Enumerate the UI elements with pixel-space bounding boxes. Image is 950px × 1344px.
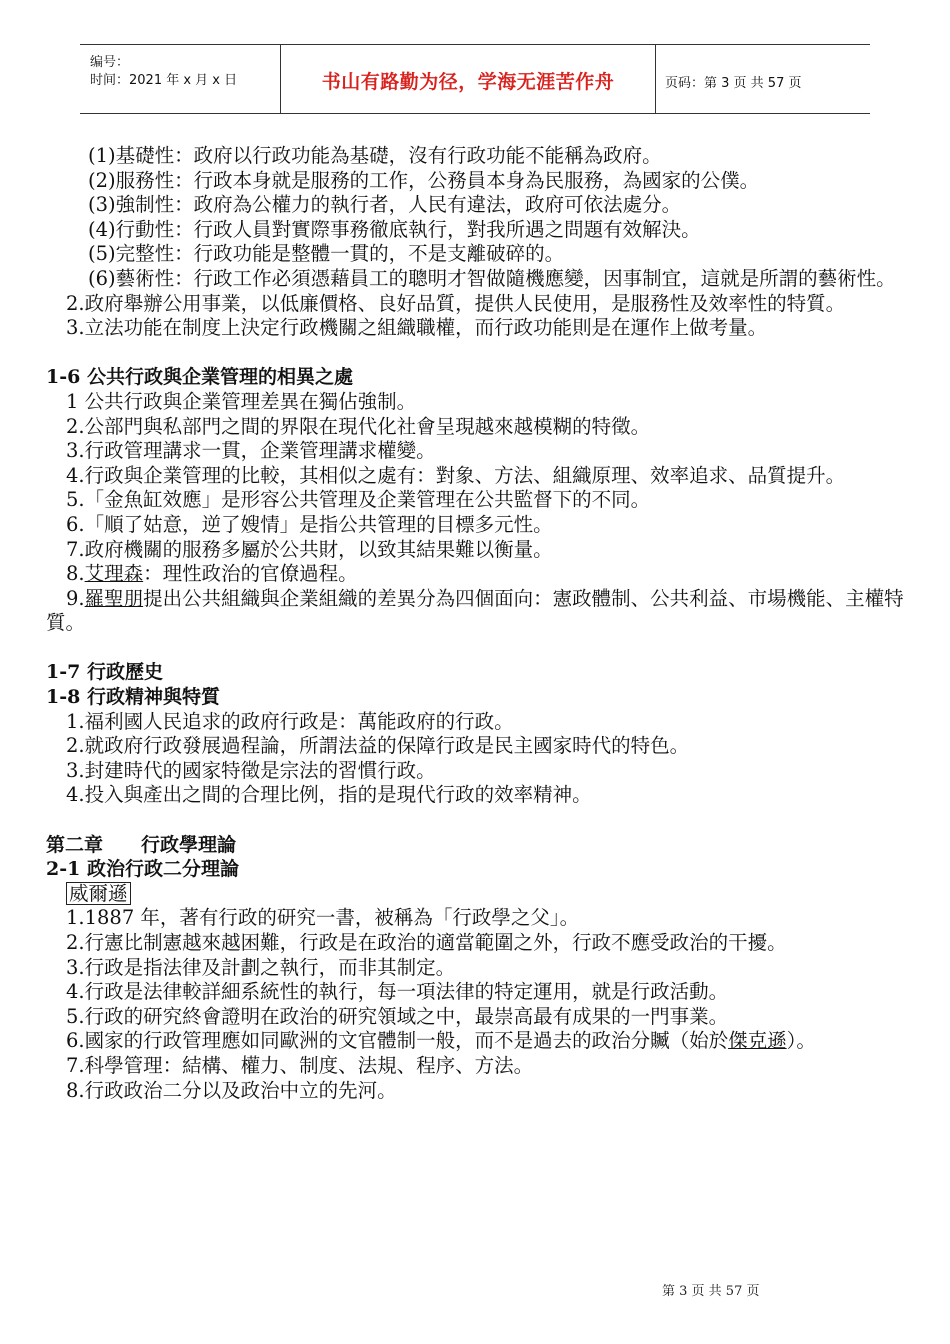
paragraph: 4.投入與產出之間的合理比例，指的是現代行政的效率精神。 [66,783,592,807]
section-heading: 2-1 政治行政二分理論 [46,858,239,881]
paragraph: 3.封建時代的國家特徵是宗法的習慣行政。 [66,758,436,782]
paragraph: 3.行政管理講求一貫，企業管理講求權變。 [66,439,436,463]
paragraph: 7.政府機關的服務多屬於公共財，以致其結果難以衡量。 [66,537,553,561]
paragraph: 2.行憲比制憲越來越困難，行政是在政治的適當範圍之外，行政不應受政治的干擾。 [66,931,787,954]
section-heading: 1-7 行政歷史 [46,661,163,684]
paragraph: (6)藝術性：行政工作必須憑藉員工的聰明才智做隨機應變，因事制宜，這就是所謂的藝術性。 [88,266,896,290]
person-name: 羅聖朋 [84,586,144,610]
header-meta-cell [80,45,280,113]
person-name: 艾理森 [84,562,144,586]
paragraph: 5.「金魚缸效應」是形容公共管理及企業管理在公共監督下的不同。 [66,488,651,512]
paragraph: 3.立法功能在制度上決定行政機關之組織職權，而行政功能則是在運作上做考量。 [66,316,768,340]
paragraph: (3)強制性：政府為公權力的執行者，人民有違法，政府可依法處分。 [88,193,682,217]
boxed-name: 威爾遜 [66,882,131,905]
paragraph: 7.科學管理：結構、權力、制度、法規、程序、方法。 [66,1053,534,1077]
paragraph: 4.行政是法律較詳細系統性的執行，每一項法律的特定運用，就是行政活動。 [66,980,729,1004]
paragraph: (2)服務性：行政本身就是服務的工作，公務員本身為民服務，為國家的公僕。 [88,168,760,192]
header-page-cell [655,45,870,113]
document-body [46,144,906,1103]
person-name: 傑克遜 [728,1029,787,1053]
paragraph [46,882,906,907]
paragraph: 2.就政府行政發展過程論，所謂法益的保障行政是民主國家時代的特色。 [66,734,690,758]
paragraph: 1 公共行政與企業管理差異在獨佔強制。 [66,389,417,413]
paragraph: 9.羅聖朋提出公共組織與企業組織的差異分為四個面向：憲政體制、公共利益、市場機能、主權特質。 [46,586,904,635]
paragraph: 4.行政與企業管理的比較，其相似之處有：對象、方法、組織原理、效率追求、品質提升。 [66,463,846,487]
paragraph: (4)行動性：行政人員對實際事務徹底執行，對我所遇之問題有效解決。 [88,217,701,241]
paragraph: 1.福利國人民追求的政府行政是：萬能政府的行政。 [66,709,514,733]
header-motto: 书山有路勤为径，学海无涯苦作舟 [321,71,615,93]
chapter-heading: 第二章 行政學理論 [46,833,237,856]
document-number-label: 编号： [90,55,130,70]
paragraph: 3.行政是指法律及計劃之執行，而非其制定。 [66,955,456,979]
page-header [80,44,870,114]
section-heading: 1-6 公共行政與企業管理的相異之處 [46,366,353,389]
paragraph: (5)完整性：行政功能是整體一貫的，不是支離破碎的。 [88,242,565,266]
paragraph: 5.行政的研究終會證明在政治的研究領域之中，最崇高最有成果的一門事業。 [66,1004,729,1028]
header-motto-cell [280,45,656,113]
page-footer: 第 3 页 共 57 页 [662,1284,760,1299]
section-heading: 1-8 行政精神與特質 [46,686,220,709]
paragraph: 8.行政政治二分以及政治中立的先河。 [66,1078,397,1102]
paragraph: 8.艾理森：理性政治的官僚過程。 [66,562,358,586]
paragraph: (1)基礎性：政府以行政功能為基礎，沒有行政功能不能稱為政府。 [88,144,662,167]
header-page-number: 页码：第 3 页 共 57 页 [665,76,802,91]
paragraph: 6.國家的行政管理應如同歐洲的文官體制一般，而不是過去的政治分贓（始於傑克遜）。 [66,1029,816,1053]
paragraph: 1.1887 年，著有行政的研究一書，被稱為「行政學之父」。 [66,906,580,930]
paragraph: 6.「順了姑意，逆了嫂情」是指公共管理的目標多元性。 [66,512,553,536]
document-time-label: 时间：2021 年 x 月 x 日 [90,73,238,88]
paragraph: 2.公部門與私部門之間的界限在現代化社會呈現越來越模糊的特徵。 [66,414,651,438]
paragraph: 2.政府舉辦公用事業，以低廉價格、良好品質，提供人民使用，是服務性及效率性的特質。 [66,291,846,315]
